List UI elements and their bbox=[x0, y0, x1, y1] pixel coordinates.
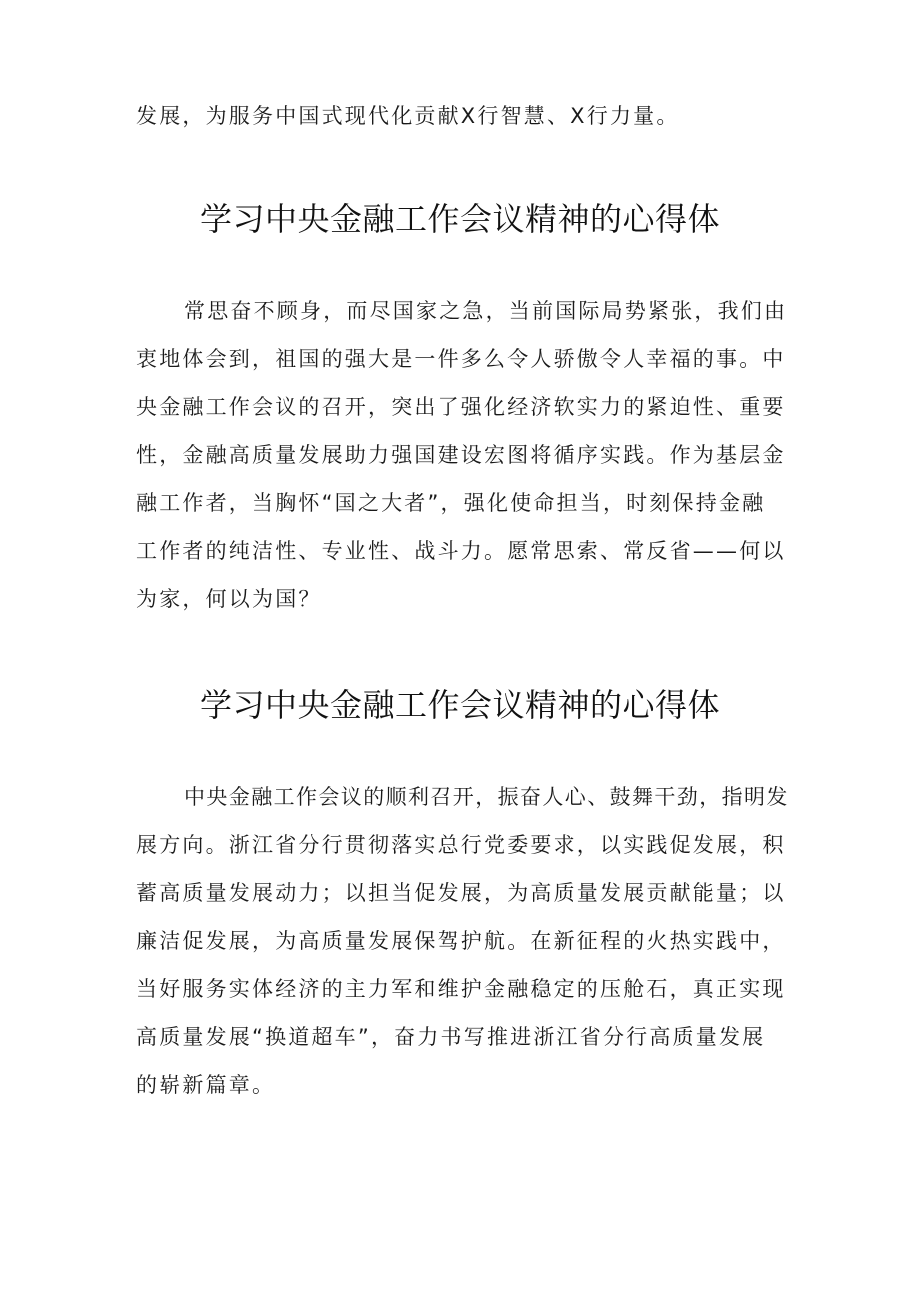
paragraph-line: 衷地体会到，祖国的强大是一件多么令人骄傲令人幸福的事。中 bbox=[136, 347, 786, 371]
paragraph-line: 融工作者，当胸怀“国之大者”，强化使命担当，时刻保持金融 bbox=[136, 491, 766, 515]
paragraph-line: 性，金融高质量发展助力强国建设宏图将循序实践。作为基层金 bbox=[136, 443, 786, 467]
paragraph-line: 当好服务实体经济的主力军和维护金融稳定的压舱石，真正实现 bbox=[136, 977, 786, 1001]
paragraph-line: 中央金融工作会议的顺利召开，振奋人心、鼓舞干劲，指明发 bbox=[184, 785, 789, 809]
paragraph-line: 工作者的纯洁性、专业性、战斗力。愿常思索、常反省——何以 bbox=[136, 539, 786, 563]
paragraph-line: 为家，何以为国？ bbox=[136, 587, 322, 611]
intro-paragraph-line: 发展，为服务中国式现代化贡献X行智慧、X行力量。 bbox=[136, 104, 680, 128]
paragraph-line: 展方向。浙江省分行贯彻落实总行党委要求，以实践促发展，积 bbox=[136, 833, 786, 857]
paragraph-line: 的崭新篇章。 bbox=[136, 1073, 276, 1097]
paragraph-line: 蓄高质量发展动力；以担当促发展，为高质量发展贡献能量；以 bbox=[136, 881, 786, 905]
paragraph-line: 廉洁促发展，为高质量发展保驾护航。在新征程的火热实践中， bbox=[136, 929, 786, 953]
paragraph-line: 常思奋不顾身，而尽国家之急，当前国际局势紧张，我们由 bbox=[184, 299, 788, 323]
paragraph-line: 央金融工作会议的召开，突出了强化经济软实力的紧迫性、重要 bbox=[136, 395, 786, 419]
paragraph-line: 高质量发展“换道超车”，奋力书写推进浙江省分行高质量发展 bbox=[136, 1025, 766, 1049]
section-2-title: 学习中央金融工作会议精神的心得体 bbox=[199, 686, 720, 724]
section-1-title: 学习中央金融工作会议精神的心得体 bbox=[199, 200, 720, 238]
